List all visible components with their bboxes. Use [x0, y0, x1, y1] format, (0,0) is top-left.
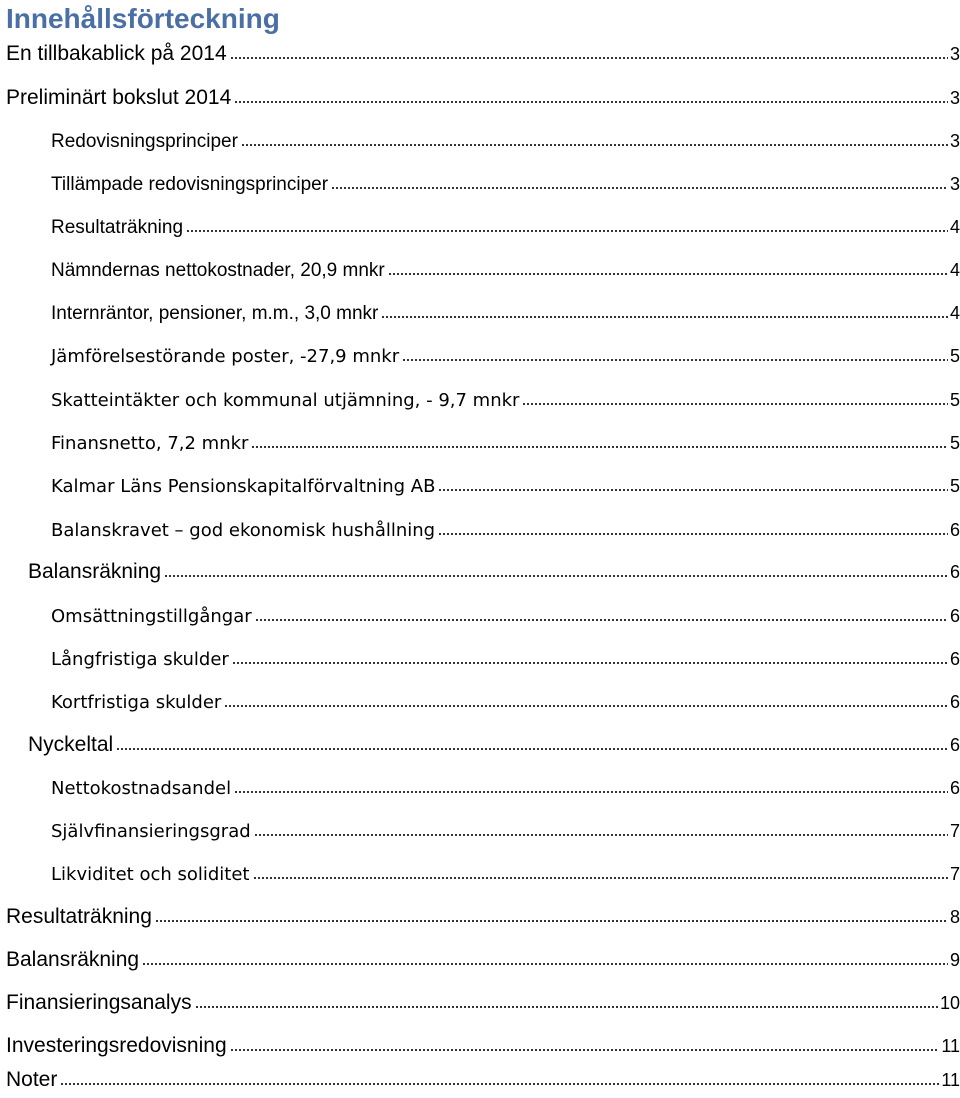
- toc-entry-nyckeltal[interactable]: [28, 731, 960, 759]
- toc-dot-leader: [251, 445, 948, 449]
- toc-entry-langfristiga-skulder[interactable]: [51, 645, 960, 673]
- toc-entry-label: Resultaträkning: [6, 905, 152, 928]
- toc-page-number: 3: [949, 131, 960, 151]
- toc-page-number: 4: [949, 217, 960, 237]
- toc-dot-leader: [241, 143, 948, 147]
- toc-entry-sjalvfinansieringsgrad[interactable]: [51, 817, 960, 845]
- toc-dot-leader: [116, 747, 948, 751]
- toc-page-number: 4: [949, 303, 960, 323]
- toc-dot-leader: [254, 833, 948, 837]
- toc-entry-label: Självfinansieringsgrad: [51, 821, 251, 842]
- toc-dot-leader: [60, 1082, 939, 1086]
- toc-page-number: 7: [949, 864, 960, 884]
- toc-entry-label: Likviditet och soliditet: [51, 864, 250, 885]
- toc-page-number: 4: [949, 260, 960, 280]
- toc-entry-balansrakning[interactable]: [6, 946, 960, 974]
- toc-dot-leader: [230, 56, 948, 60]
- toc-entry-label: Preliminärt bokslut 2014: [6, 86, 232, 109]
- toc-page-number: 8: [949, 907, 960, 927]
- toc-dot-leader: [232, 661, 948, 665]
- toc-entry-nettokostnadsandel[interactable]: [51, 774, 960, 802]
- toc-entry-namndernas-nettokostnader[interactable]: [51, 256, 960, 284]
- toc-page-number: 3: [949, 44, 960, 64]
- toc-entry-label: Resultaträkning: [51, 217, 184, 238]
- toc-dot-leader: [331, 186, 948, 190]
- toc-entry-investeringsredovisning[interactable]: [6, 1032, 960, 1060]
- toc-entry-label: Balansräkning: [6, 948, 140, 971]
- toc-page-number: 6: [949, 562, 960, 582]
- toc-entry-balansrakning-sub[interactable]: [28, 558, 960, 586]
- toc-dot-leader: [186, 229, 948, 233]
- toc-entry-balanskravet[interactable]: [51, 516, 960, 544]
- toc-page-number: 9: [949, 950, 960, 970]
- toc-dot-leader: [402, 358, 948, 362]
- toc-dot-leader: [388, 272, 948, 276]
- toc-entry-label: Nyckeltal: [28, 733, 114, 756]
- toc-entry-label: En tillbakablick på 2014: [6, 42, 227, 65]
- toc-dot-leader: [230, 1048, 940, 1052]
- toc-entry-label: Noter: [6, 1068, 58, 1091]
- toc-entry-label: Tillämpade redovisningsprinciper: [51, 174, 329, 195]
- toc-page-number: 3: [949, 174, 960, 194]
- toc-page-number: 6: [949, 692, 960, 712]
- toc-entry-resultatrakning-sub[interactable]: [51, 213, 960, 241]
- toc-entry-label: Jämförelsestörande poster, -27,9 mnkr: [51, 346, 400, 367]
- toc-dot-leader: [234, 790, 948, 794]
- toc-dot-leader: [255, 618, 948, 622]
- toc-dot-leader: [224, 704, 948, 708]
- toc-page-number: 5: [949, 346, 960, 366]
- toc-entry-label: Internräntor, pensioner, m.m., 3,0 mnkr: [51, 303, 379, 324]
- toc-entry-label: Kortfristiga skulder: [51, 692, 222, 713]
- toc-entry-label: Skatteintäkter och kommunal utjämning, - 9,7 mnkr: [51, 390, 520, 411]
- toc-page-number: 5: [949, 476, 960, 496]
- toc-entry-label: Balansräkning: [28, 560, 162, 583]
- toc-page-number: 6: [949, 520, 960, 540]
- toc-entry-label: Investeringsredovisning: [6, 1034, 227, 1057]
- toc-page-number: 6: [949, 606, 960, 626]
- toc-dot-leader: [142, 962, 948, 966]
- toc-entry-kortfristiga-skulder[interactable]: [51, 688, 960, 716]
- toc-entry-tillampade-redovisningsprinciper[interactable]: [51, 170, 960, 198]
- toc-entry-internrantor-pensioner[interactable]: [51, 299, 960, 327]
- toc-entry-label: Redovisningsprinciper: [51, 131, 238, 152]
- toc-dot-leader: [195, 1005, 938, 1009]
- toc-title: Innehållsförteckning: [6, 3, 280, 34]
- toc-entry-redovisningsprinciper[interactable]: [51, 127, 960, 155]
- toc-page-number: 6: [949, 778, 960, 798]
- toc-entry-label: Finansnetto, 7,2 mnkr: [51, 433, 249, 454]
- toc-entry-finansieringsanalys[interactable]: [6, 989, 960, 1017]
- toc-entry-likviditet-och-soliditet[interactable]: [51, 860, 960, 888]
- toc-dot-leader: [438, 532, 948, 536]
- toc-page-number: 11: [941, 1036, 960, 1056]
- toc-entry-en-tillbakablick[interactable]: [6, 40, 960, 68]
- toc-dot-leader: [522, 402, 948, 406]
- toc-page-number: 3: [949, 88, 960, 108]
- toc-page-number: 5: [949, 433, 960, 453]
- toc-entry-preliminart-bokslut[interactable]: [6, 84, 960, 112]
- toc-entry-label: Finansieringsanalys: [6, 991, 192, 1014]
- toc-dot-leader: [234, 100, 948, 104]
- toc-dot-leader: [381, 315, 948, 319]
- toc-entry-label: Långfristiga skulder: [51, 649, 229, 670]
- toc-dot-leader: [155, 919, 948, 923]
- toc-page-number: 5: [949, 390, 960, 410]
- toc-page-number: 6: [949, 649, 960, 669]
- toc-entry-omsattningstillgangar[interactable]: [51, 602, 960, 630]
- toc-page-number: 11: [941, 1070, 960, 1090]
- toc-entry-skatteintakter[interactable]: [51, 386, 960, 414]
- toc-entry-finansnetto[interactable]: [51, 429, 960, 457]
- toc-entry-noter[interactable]: [6, 1066, 960, 1094]
- toc-entry-label: Nämndernas nettokostnader, 20,9 mnkr: [51, 260, 385, 281]
- toc-entry-label: Nettokostnadsandel: [51, 778, 232, 799]
- toc-entry-label: Kalmar Läns Pensionskapitalförvaltning AB: [51, 476, 436, 497]
- toc-page-number: 7: [949, 821, 960, 841]
- toc-entry-kalmar-lans-pensionskapital[interactable]: [51, 472, 960, 500]
- toc-entry-resultatrakning[interactable]: [6, 903, 960, 931]
- toc-entry-label: Balanskravet – god ekonomisk hushållning: [51, 520, 436, 541]
- toc-entry-jamforelsestorande-poster[interactable]: [51, 342, 960, 370]
- toc-dot-leader: [164, 574, 948, 578]
- toc-entry-label: Omsättningstillgångar: [51, 606, 252, 627]
- toc-dot-leader: [253, 876, 948, 880]
- toc-dot-leader: [438, 488, 948, 492]
- toc-page-number: 10: [939, 993, 960, 1013]
- toc-page-number: 6: [949, 735, 960, 755]
